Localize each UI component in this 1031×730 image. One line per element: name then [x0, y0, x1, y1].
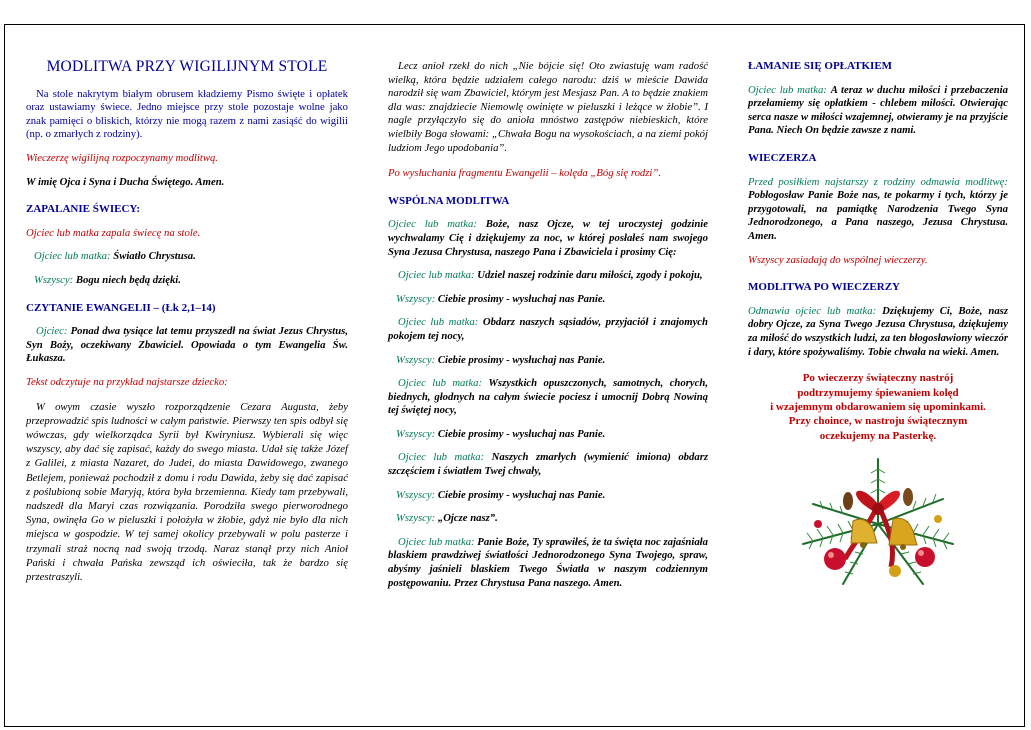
closing-line-2: podtrzymujemy śpiewaniem kolęd	[797, 386, 959, 399]
speaker-label: Ojciec lub matka:	[388, 218, 477, 231]
speaker-label: Odmawia ojciec lub matka:	[748, 304, 877, 317]
wafer-text: A teraz w duchu miłości i przebaczenia przełamiemy się opłatkiem - chlebem miłości. Otwierając serca nasze w miłości wzajemnej, otwieramy je na przyjście Pana. Niech On będzie zawsze z nami.	[748, 83, 1008, 137]
gospel-intro	[26, 325, 348, 366]
speaker-label: Ojciec lub matka:	[34, 250, 111, 263]
response-1	[388, 293, 708, 307]
speaker-label: Ojciec lub matka:	[398, 269, 475, 282]
column-left	[26, 54, 348, 594]
column-middle	[388, 60, 708, 600]
response-2	[388, 354, 708, 368]
speaker-label: Wszyscy:	[396, 292, 436, 305]
gospel-note: Tekst odczytuje na przykład najstarsze dziecko:	[26, 375, 228, 388]
gospel-continuation: Lecz anioł rzekł do nich „Nie bójcie się! Oto zwiastuję wam radość wielką, która będzie udziałem całego narodu: dziś w mieście Dawida narodził się wam Zbawiciel, którym jest Mesjasz Pan. A to będzie znakiem dla was: znajdziecie Niemowlę owinięte w pieluszki i leżące w żłobie”. I nagle przyłączyło się do anioła mnóstwo zastępów niebieskich, które wielbiły Boga słowami: „Chwała Bogu na wysokościach, a na ziemi pokój ludziom Jego upodobania”.	[388, 60, 708, 154]
speaker-label: Ojciec lub matka:	[398, 451, 485, 464]
speaker-label: Ojciec lub matka:	[398, 316, 479, 329]
petition-1	[388, 269, 708, 283]
start-note: Wieczerzę wigilijną rozpoczynamy modlitwą.	[26, 151, 218, 164]
prayer-intro	[388, 218, 708, 259]
closing-prayer	[388, 536, 708, 590]
petition-2	[388, 316, 708, 343]
speaker-label: Przed posiłkiem najstarszy z rodziny odmawia modlitwę:	[748, 175, 1008, 188]
speaker-label: Wszyscy:	[396, 427, 436, 440]
speaker-label: Wszyscy:	[396, 488, 436, 501]
candle-text-2: Bogu niech będą dzięki.	[75, 273, 181, 286]
gospel-text: W owym czasie wyszło rozporządzenie Cezara Augusta, żeby przeprowadzić spis ludności w całym państwie. Pierwszy ten spis odbył się wówczas, gdy wielkorządca Syrii był Kwiryniusz. Wybierali się więc wszyscy, aby dać się zapisać, każdy do swego miasta. Udał się także Józef z Galilei, z miasta Nazaret, do Judei, do miasta Dawidowego, zwanego Betlejem, ponieważ pochodził z domu i rodu Dawida, żeby się dać zapisać z poślubioną sobie Maryją, która była brzemienna. Kiedy tam przebywali, nadszedł dla Maryi czas rozwiązania. Porodziła swego pierworodnego Syna, owinęła Go w pieluszki i położyła w żłobie, gdyż nie było dla nich miejsca w gospodzie. W tej samej okolicy przebywali w polu pasterze i trzymali straż nocną nad swoją trzodą. Naraz stanął przy nich Anioł Pański i chwała Pańska zewsząd ich oświeciła, tak że bardzo się przestraszyli.	[26, 400, 348, 583]
candle-line-1	[26, 250, 348, 264]
closing-line-4: Przy choince, w nastroju świątecznym	[788, 415, 968, 428]
candle-heading: ZAPALANIE ŚWIECY:	[26, 203, 140, 216]
our-father-text: „Ojcze nasz”.	[437, 512, 498, 525]
petition-3-text: Wszystkich opuszczonych, samotnych, chorych, biednych, głodnych na całym świecie pociesz i umocnij Dobrą Nowiną tej świętej nocy,	[388, 377, 708, 417]
response-text: Ciebie prosimy - wysłuchaj nas Panie.	[437, 292, 606, 305]
closing-prayer-text: Panie Boże, Ty sprawiłeś, że ta święta noc zajaśniała blaskiem prawdziwej światłości Jednorodzonego Syna Twojego, spraw, abyśmy jaśnieli blaskiem Twego Światła w naszym codziennym postępowaniu. Przez Chrystusa Pana naszego. Amen.	[388, 535, 708, 589]
wafer-prayer	[748, 84, 1008, 138]
after-supper-heading: MODLITWA PO WIECZERZY	[748, 281, 900, 294]
response-3	[388, 428, 708, 442]
intro-paragraph: Na stole nakrytym białym obrusem kładziemy Pismo święte i opłatek oraz ustawiamy świece. Jedno miejsce przy stole pozostaje wolne jako znak pamięci o bliskich, którzy nie mogą razem z nami zasiąść do wigilii (np. o zmarłych z rodziny).	[26, 87, 348, 141]
speaker-label: Ojciec:	[36, 325, 68, 338]
common-prayer-heading: WSPÓLNA MODLITWA	[388, 194, 510, 207]
response-text: Ciebie prosimy - wysłuchaj nas Panie.	[437, 353, 606, 366]
supper-prayer	[748, 176, 1008, 244]
speaker-label: Ojciec lub matka:	[748, 83, 827, 96]
carol-note: Po wysłuchaniu fragmentu Ewangelii – kolęda „Bóg się rodzi”.	[388, 167, 662, 180]
our-father-line	[388, 512, 708, 526]
speaker-label: Wszyscy:	[34, 273, 74, 286]
column-right	[748, 58, 1008, 599]
petition-4	[388, 451, 708, 478]
supper-note: Wszyscy zasiadają do wspólnej wieczerzy.	[748, 253, 928, 266]
closing-message	[748, 371, 1008, 443]
candle-text-1: Światło Chrystusa.	[113, 250, 196, 263]
supper-text: Pobłogosław Panie Boże nas, te pokarmy i tych, którzy je przygotowali, na pamiątkę Narodzenia Twego Syna Jednorodzonego, a Pana naszego, Jezusa Chrystusa. Amen.	[748, 189, 1008, 242]
response-text: Ciebie prosimy - wysłuchaj nas Panie.	[437, 427, 606, 440]
closing-line-3: i wzajemnym obdarowaniem się upominkami.	[770, 400, 986, 413]
petition-1-text: Udziel naszej rodzinie daru miłości, zgody i pokoju,	[477, 269, 703, 282]
sign-of-cross: W imię Ojca i Syna i Ducha Świętego. Amen.	[26, 175, 225, 188]
speaker-label: Wszyscy:	[396, 353, 436, 366]
speaker-label: Ojciec lub matka:	[398, 535, 475, 548]
petition-2-text: Obdarz naszych sąsiadów, przyjaciół i znajomych pokojem tej nocy,	[388, 316, 708, 342]
response-4	[388, 489, 708, 503]
gospel-heading: CZYTANIE EWANGELII – (Łk 2,1–14)	[26, 301, 216, 314]
closing-line-5: oczekujemy na Pasterkę.	[819, 429, 937, 442]
response-text: Ciebie prosimy - wysłuchaj nas Panie.	[437, 488, 606, 501]
candle-note: Ojciec lub matka zapala świecę na stole.	[26, 226, 201, 239]
speaker-label: Wszyscy:	[396, 512, 436, 525]
after-supper-prayer	[748, 305, 1008, 359]
supper-heading: WIECZERZA	[748, 151, 817, 164]
speaker-label: Ojciec lub matka:	[398, 377, 483, 390]
page-title: MODLITWA PRZY WIGILIJNYM STOLE	[46, 58, 328, 75]
closing-line-1: Po wieczerzy świąteczny nastrój	[802, 372, 954, 385]
prayer-intro-text: Boże, nasz Ojcze, w tej uroczystej godzinie wychwalamy Cię i dziękujemy za noc, w której posłałeś nam swojego Syna Jezusa Chrystusa, naszego Pana i Zbawiciela i prosimy Cię:	[388, 218, 708, 258]
christmas-ornament-icon	[783, 449, 973, 599]
after-supper-text: Dziękujemy Ci, Boże, nasz dobry Ojcze, za Syna Twego Jezusa Chrystusa, dziękujemy za miłość do wszystkich ludzi, za ten błogosławiony wieczór i dary, które spożywaliśmy. Tobie chwała na wieki. Amen.	[748, 304, 1008, 358]
wafer-heading: ŁAMANIE SIĘ OPŁATKIEM	[748, 60, 893, 72]
petition-3	[388, 377, 708, 418]
candle-line-2	[26, 274, 348, 288]
petition-4-text: Naszych zmarłych (wymienić imiona) obdarz szczęściem i światłem Twej chwały,	[388, 451, 709, 478]
gospel-intro-text: Ponad dwa tysiące lat temu przyszedł na świat Jezus Chrystus, Syn Boży, oczekiwany Zbawiciel. Opowiada o tym Ewangelia Św. Łukasza.	[26, 325, 348, 365]
